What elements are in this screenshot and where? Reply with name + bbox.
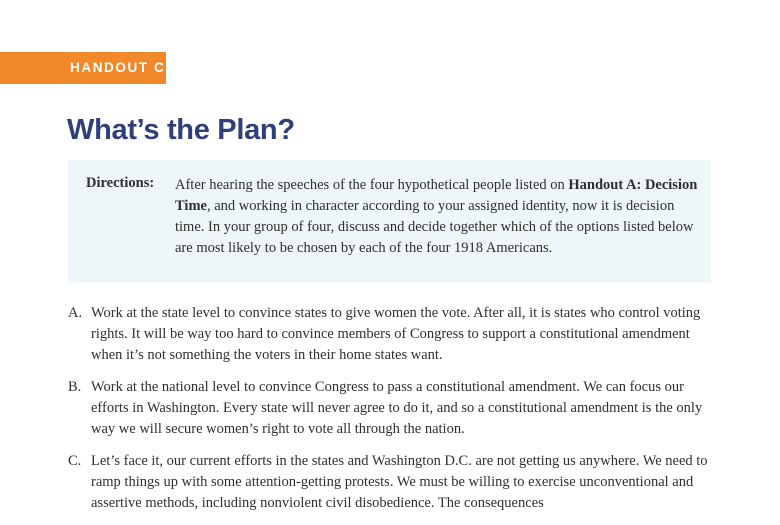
- directions-label: Directions:: [86, 175, 155, 191]
- option-b: [68, 377, 718, 440]
- option-c: [68, 451, 718, 514]
- directions-handout-ref: Handout A: Decision Time: [175, 177, 698, 214]
- directions-text-before: After hearing the speeches of the four hypothetical people listed on: [175, 177, 569, 193]
- option-letter: A.: [68, 305, 83, 321]
- option-text: Let’s face it, our current efforts in the states and Washington D.C. are not getting us anywhere. We need to ramp things up with some attention-getting protests. We must be willing to exercise unconventional and assertive methods, including nonviolent civil disobedience. The consequences: [91, 453, 708, 511]
- option-text: Work at the national level to convince Congress to pass a constitutional amendment. We can focus our efforts in Washington. Every state will never agree to do it, and so a constitutional amendment is the only way we will secure women’s right to vote all through the nation.: [91, 379, 703, 437]
- options-list: [68, 303, 718, 525]
- option-letter: C.: [68, 453, 82, 469]
- option-letter: B.: [68, 379, 82, 395]
- handout-label: HANDOUT C: [70, 60, 166, 75]
- option-a: [68, 303, 718, 366]
- directions-text: [175, 175, 700, 259]
- option-text: Work at the state level to convince states to give women the vote. After all, it is states who control voting rights. It will be way too hard to convince members of Congress to support a constitutional amendment when it’s not something the voters in their home states want.: [91, 305, 701, 363]
- directions-text-after: , and working in character according to your assigned identity, now it is decision time. In your group of four, discuss and decide together which of the options listed below are most likely to be chosen by each of the four 1918 Americans.: [175, 198, 694, 256]
- page-title: What’s the Plan?: [67, 114, 295, 146]
- handout-badge: [0, 52, 166, 84]
